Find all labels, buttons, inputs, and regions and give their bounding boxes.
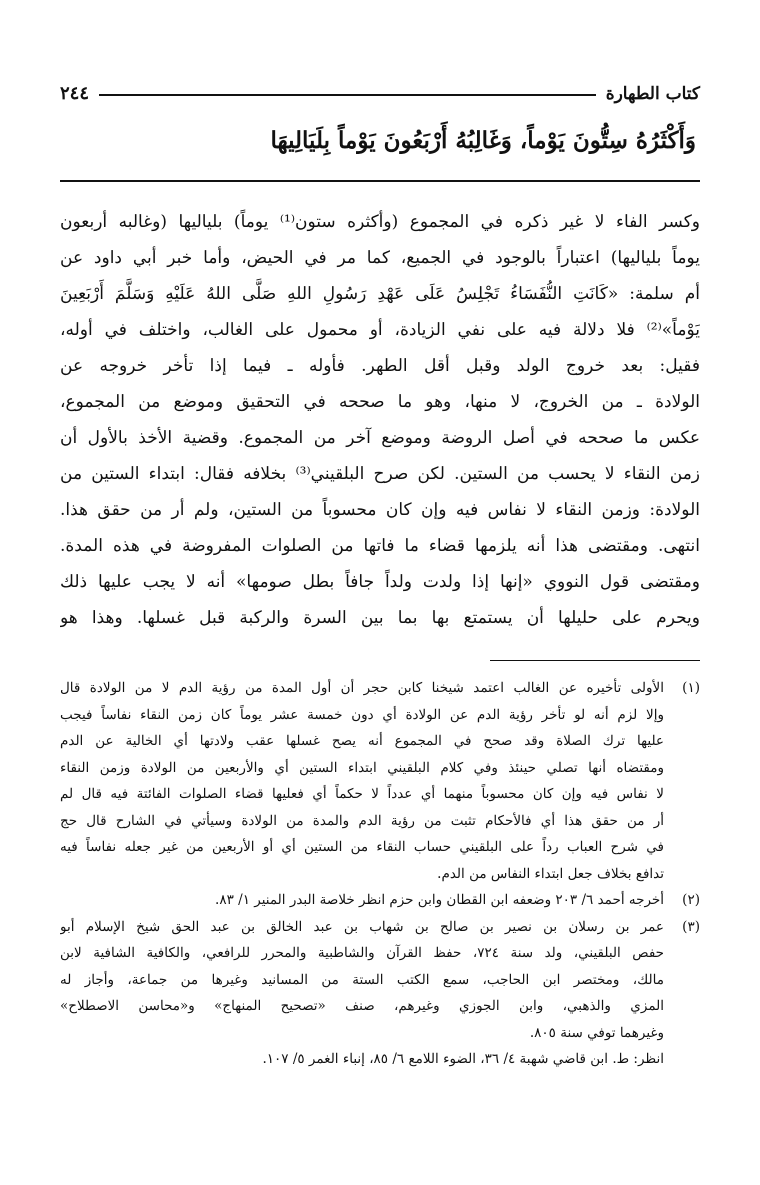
body-line: انتهى. ومقتضى هذا أنه يلزمها قضاء ما فاتها من الصلوات المفروضة في هذه المدة.: [60, 536, 700, 556]
footnote-line: مالك، ومختصر ابن الحاجب، سمع الكتب الستة من المسانيد وغيرها من جماعة، وأجاز له: [60, 971, 664, 988]
footnote-line: تدافع بخلاف جعل ابتداء النفاس من الدم.: [437, 865, 664, 882]
body-line: ومقتضى قول النووي «إنها إذا ولدت ولداً جافاً بطل صومها» أنه لا يجب عليها ذلك: [60, 572, 700, 592]
running-header: [60, 70, 700, 104]
footnote-number: (٢): [682, 892, 700, 908]
body-line: عكس ما صححه في أصل الروضة وموضع آخر من المجموع. وقضية الأخذ بالأول أن: [60, 428, 700, 448]
footnote-number: (١): [682, 680, 700, 696]
body-line: الولادة ـ من الخروج، لا منها، وهو ما صححه في التحقيق وموضع من المجموع،: [60, 392, 700, 412]
footnotes: [60, 675, 700, 1073]
matn-text: وَأَكْثَرُهُ سِتُّونَ يَوْماً، وَغَالِبُهُ أَرْبَعُونَ يَوْماً بِلَيَالِيهَا: [270, 127, 696, 154]
body-line: فقيل: بعد خروج الولد وقبل أقل الطهر. فأوله ـ فيما إذا تأخر خروجه عن: [60, 356, 700, 376]
footnote-3: [60, 914, 700, 1047]
footnote-text: [60, 675, 664, 887]
footnote-line: لا نفاس فيه وإن كان محسوباً منهما أي عدداً لا حكماً أي فعليها قضاء الصلوات الفائتة فيه قال لم: [60, 786, 664, 802]
chapter-title: كتاب الطهارة: [605, 84, 700, 104]
footnote-line: في شرح العباب رداً على البلقيني حساب النقاء من الستين أي أو الأربعين من غير جعله نفاساً فيه: [60, 839, 664, 855]
footnote-reference: انظر: ط. ابن قاضي شهبة ٤/ ٣٦، الضوء اللامع ٦/ ٨٥، إنباء الغمر ٥/ ١٠٧.: [262, 1051, 664, 1067]
footnote-text: [60, 887, 664, 914]
footnote-line: الأولى تأخيره عن الغالب اعتمد شيخنا كابن حجر أن أول المدة من رؤية الدم لا من الولادة قال: [60, 680, 664, 696]
footnote-line: المزي والذهبي، وابن الجوزي وغيرهم، صنف «تصحيح المنهاج» و«محاسن الاصطلاح»: [60, 998, 664, 1014]
body-line: أم سلمة: «كَانَتِ النُّفَسَاءُ تَجْلِسُ عَلَى عَهْدِ رَسُولِ اللهِ صَلَّى اللهُ عَلَيْهِ وَسَلَّمَ أَرْبَعِينَ: [60, 284, 700, 304]
body-line: ويحرم على حليلها أن يستمتع بها بما بين السرة والركبة قبل غسلها. وهذا هو: [60, 608, 700, 628]
page-number: ٢٤٤: [60, 83, 90, 104]
page: [60, 70, 700, 1073]
footnote-line: أخرجه أحمد ٦/ ٢٠٣ وضعفه ابن القطان وابن حزم انظر خلاصة البدر المنير ١/ ٨٣.: [215, 892, 664, 908]
footnote-line: وغيرهما توفي سنة ٨٠٥.: [529, 1024, 664, 1041]
footnote-line: وإلا لزم أنه لو تأخر رؤية الدم عن الولادة أي دون خمسة عشر يوماً كان زمن النقاء نفاساً فيجب: [60, 706, 664, 723]
footnote-line: ومقتضاه أنها تصلي حينئذ وفي كلام البلقيني ابتداء الستين أي والأربعين من الولادة وزمن النقاء: [60, 759, 664, 776]
footnote-line: عمر بن رسلان بن نصير بن صالح بن شهاب بن عبد الخالق بن عبد الحق شيخ الإسلام أبو: [60, 918, 664, 935]
body-line: زمن النقاء لا يحسب من الستين. لكن صرح البلقيني⁽³⁾ بخلافه فقال: ابتداء الستين من: [60, 464, 700, 484]
body-line: الولادة: وزمن النقاء لا نفاس فيه وإن كان محسوباً من الستين، ولم أر من حقق هذا.: [60, 500, 700, 520]
header-rule: [99, 94, 596, 96]
footnote-text: [60, 914, 664, 1047]
body-line: يَوْماً»⁽²⁾ فلا دلالة فيه على نفي الزيادة، أو محمول على الغالب، واختلف في أوله،: [60, 320, 700, 340]
commentary-text: [60, 204, 700, 636]
footnote-line: عليها ترك الصلاة وقد صحح في المجموع أنه يصح غسلها عقب ولادتها أي الخالية عن الدم: [60, 733, 664, 749]
footnote-divider: [490, 660, 700, 661]
matn-divider: [60, 180, 700, 182]
footnote-line: أر من حقق هذا أي فالأحكام تثبت من رؤية الدم والمدة من الولادة وسيأتي في الشارح قال حج: [60, 812, 664, 829]
footnote-2: [60, 887, 700, 914]
footnote-1: [60, 675, 700, 887]
body-line: يوماً بلياليها) اعتباراً بالوجود في الجميع، كما مر في الحيض، وأما خبر أبي داود عن: [60, 248, 700, 268]
footnote-line: حفص البلقيني، ولد سنة ٧٢٤، حفظ القرآن والشاطبية والمحرر للرافعي، والكافية الشافية لابن: [60, 945, 664, 961]
body-line: وكسر الفاء لا غير ذكره في المجموع (وأكثره ستون⁽¹⁾ يوماً) بلياليها (وغالبه أربعون: [60, 212, 700, 232]
footnote-number: (٣): [682, 918, 700, 935]
